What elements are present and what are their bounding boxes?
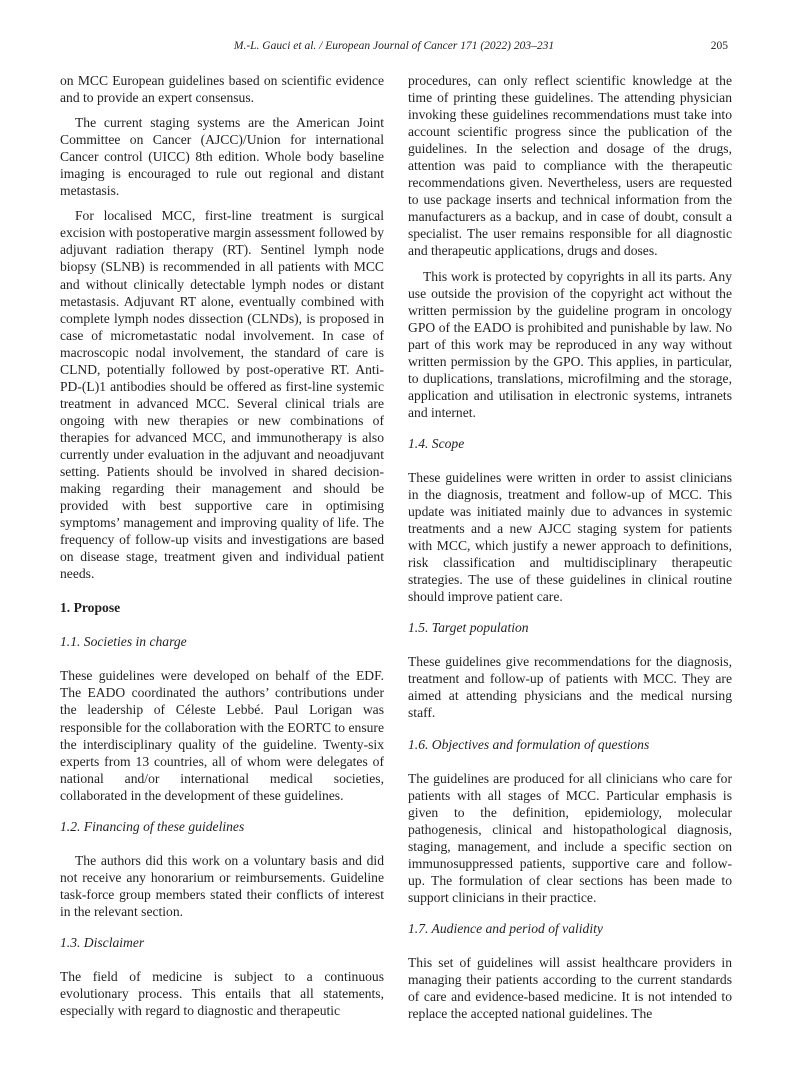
subsection-heading-scope: 1.4. Scope [408, 435, 465, 451]
paragraph-societies: These guidelines were developed on behalf of the EDF. The EADO coordinated the authors’ contributions under the leadership of Céleste Lebbé. Paul Lorigan was responsible for the collaboration with the EORTC to ensure the interdisciplinary quality of the guideline. Twenty-six experts from 13 countries, all of whom were delegates of national and/or international medical societies, collaborated in the development of these guidelines. [60, 668, 384, 803]
paragraph-staging: The current staging systems are the American Joint Committee on Cancer (AJCC)/Union for international Cancer control (UICC) 8th edition. Whole body baseline imaging is encouraged to rule out regional and distant metastasis. [60, 115, 384, 199]
paragraph-target-population: These guidelines give recommendations for the diagnosis, treatment and follow-up of patients with MCC. They are aimed at attending physicians and the medical nursing staff. [408, 654, 732, 721]
paragraph-disclaimer-continued: procedures, can only reflect scientific knowledge at the time of printing these guidelines. The attending physician invoking these guidelines recommendations must take into account scientific progress since the publication of the guidelines. In the selection and dosage of the drugs, attention was paid to compliance with the therapeutic recommendations given. Nevertheless, users are requested to use package inserts and technical information from the manufacturers as a backup, and in case of doubt, consult a specialist. The user remains responsible for all diagnostic and therapeutic applications, drugs and doses. [408, 73, 732, 259]
running-header [60, 40, 728, 58]
paragraph-copyright: This work is protected by copyrights in all its parts. Any use outside the provision of the copyright act without the written permission by the guideline program in oncology GPO of the EADO is prohibited and punishable by law. No part of this work may be reproduced in any way without written permission by the GPO. This applies, in particular, to duplications, translations, microfilming and the storage, application and utilisation in electronic systems, intranets and internet. [408, 268, 732, 420]
subsection-heading-disclaimer: 1.3. Disclaimer [60, 934, 145, 950]
subsection-heading-societies: 1.1. Societies in charge [60, 634, 187, 650]
journal-citation: M.-L. Gauci et al. / European Journal of Cancer 171 (2022) 203–231 [233, 40, 555, 52]
paragraph-objectives: The guidelines are produced for all clinicians who care for patients with all stages of MCC. Particular emphasis is given to the definition, epidemiology, molecular pathogenesis, clinical and histopathological diagnosis, staging, management, and include a specific section on immunosuppressed patients, supportive care and follow-up. The formulation of clear sections has been made to support clinicians in their practice. [408, 770, 732, 905]
subsection-heading-audience: 1.7. Audience and period of validity [408, 920, 603, 936]
page-number: 205 [710, 40, 728, 52]
subsection-heading-target-population: 1.5. Target population [408, 620, 529, 636]
paragraph-scope: These guidelines were written in order to assist clinicians in the diagnosis, treatment and follow-up of MCC. This update was initiated mainly due to advances in systemic treatments and a new AJCC staging system for patients with MCC, which justify a newer approach to definitions, risk classification and multidisciplinary therapeutic strategies. The use of these guidelines in clinical routine should improve patient care. [408, 469, 732, 605]
section-heading-propose: 1. Propose [60, 600, 121, 616]
paragraph-intro-continued: on MCC European guidelines based on scientific evidence and to provide an expert consensus. [60, 73, 384, 106]
subsection-heading-financing: 1.2. Financing of these guidelines [60, 818, 245, 834]
paragraph-financing: The authors did this work on a voluntary basis and did not receive any honorarium or reimbursements. Guideline task-force group members stated their conflicts of interest in the relevant section. [60, 852, 384, 919]
right-column [408, 72, 732, 1022]
paragraph-disclaimer: The field of medicine is subject to a continuous evolutionary process. This entails that all statements, especially with regard to diagnostic and therapeutic [60, 968, 384, 1019]
left-column [60, 72, 384, 1019]
paragraph-treatment: For localised MCC, first-line treatment is surgical excision with postoperative margin assessment followed by adjuvant radiation therapy (RT). Sentinel lymph node biopsy (SLNB) is recommended in all patients with MCC and without clinically detectable lymph nodes or distant metastasis. Adjuvant RT alone, eventually combined with complete lymph nodes dissection (CLNDs), is proposed in case of micrometastatic nodal involvement. In case of macroscopic nodal involvement, the standard of care is CLND, potentially followed by post-operative RT. Anti-PD-(L)1 antibodies should be offered as first-line systemic treatment in advanced MCC. Several clinical trials are ongoing with new therapies or new combinations of therapies for advanced MCC, and immunotherapy is also currently under evaluation in the adjuvant and neoadjuvant setting. Patients should be involved in shared decision-making regarding their management and should be provided with best supportive care in optimising symptoms’ management and improving quality of life. The frequency of follow-up visits and investigations are based on disease stage, treatment given and individual patient needs. [60, 208, 384, 582]
subsection-heading-objectives: 1.6. Objectives and formulation of questions [408, 736, 650, 752]
paragraph-audience: This set of guidelines will assist healthcare providers in managing their patients according to the current standards of care and evidence-based medicine. It is not intended to replace the accepted national guidelines. The [408, 954, 732, 1022]
